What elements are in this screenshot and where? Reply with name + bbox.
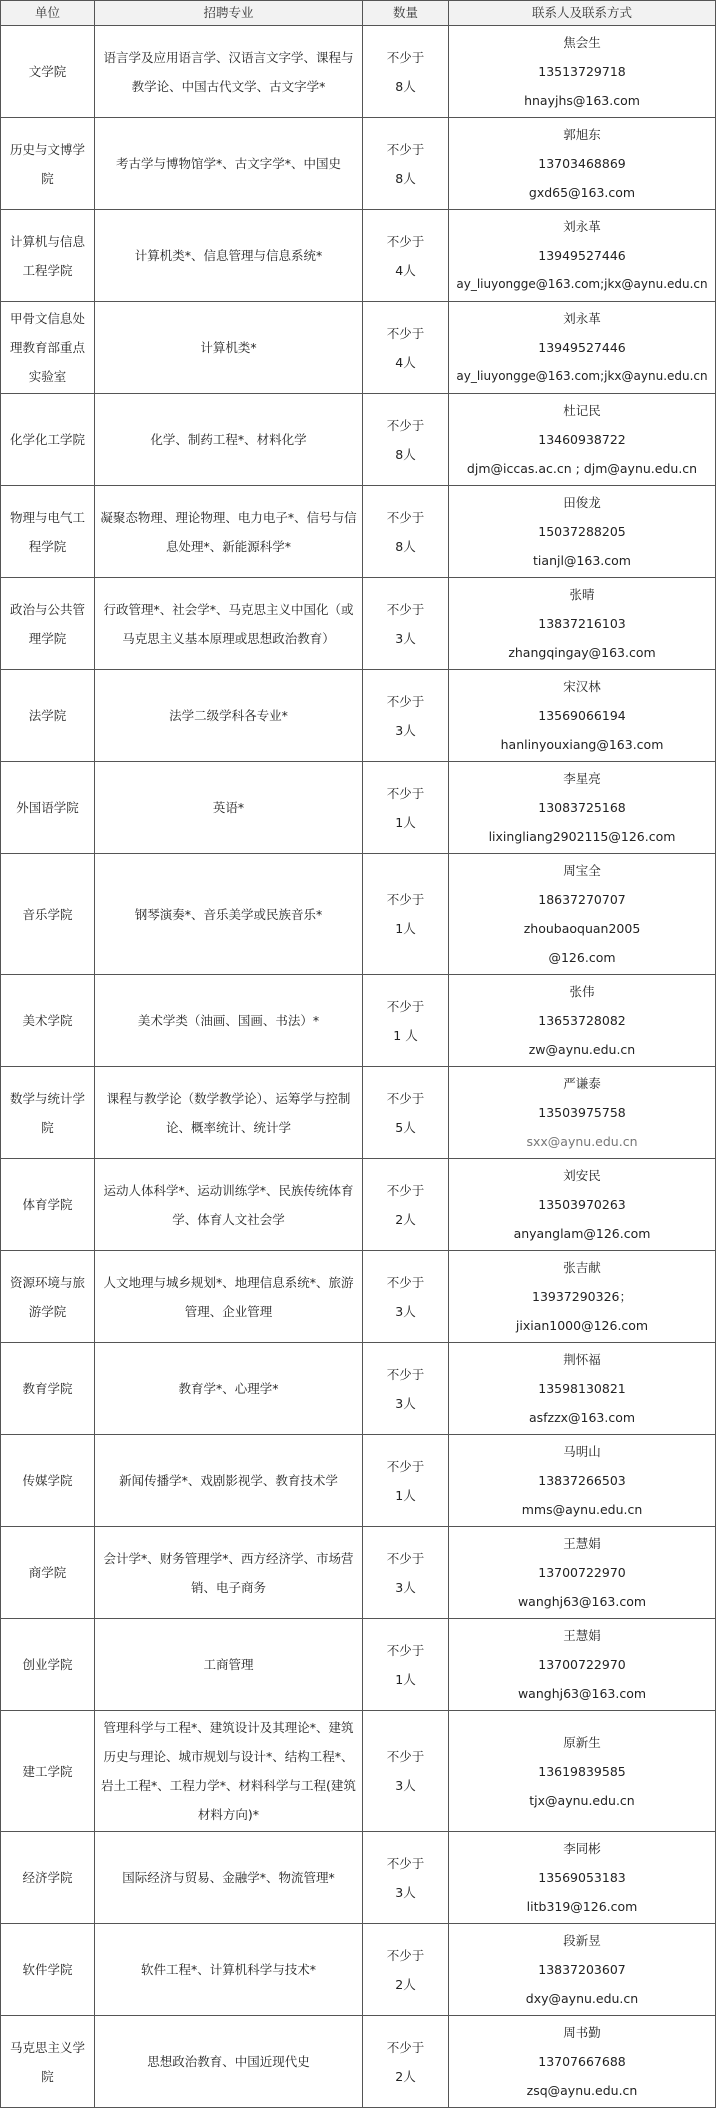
count-cell: 不少于 1人 xyxy=(363,762,449,854)
contact-email: sxx@aynu.edu.cn xyxy=(526,1134,638,1149)
unit-cell: 体育学院 xyxy=(1,1159,95,1251)
major-cell: 英语* xyxy=(95,762,363,854)
contact-email: jixian1000@126.com xyxy=(515,1318,649,1333)
unit-cell: 教育学院 xyxy=(1,1343,95,1435)
major-cell: 国际经济与贸易、金融学*、物流管理* xyxy=(95,1832,363,1924)
major-cell: 课程与教学论（数学教学论）、运筹学与控制论、概率统计、统计学 xyxy=(95,1067,363,1159)
header-unit: 单位 xyxy=(1,1,95,26)
contact-cell xyxy=(449,394,716,486)
table-row xyxy=(1,1251,716,1343)
contact-phone: 13503975758 xyxy=(538,1105,626,1120)
contact-email: wanghj63@163.com xyxy=(517,1686,647,1701)
contact-cell xyxy=(449,118,716,210)
contact-cell xyxy=(449,1343,716,1435)
contact-cell xyxy=(449,1067,716,1159)
unit-cell: 软件学院 xyxy=(1,1924,95,2016)
table-row xyxy=(1,210,716,302)
count-cell: 不少于 5人 xyxy=(363,1067,449,1159)
table-row xyxy=(1,762,716,854)
contact-cell xyxy=(449,1251,716,1343)
contact-email: ay_liuyongge@163.com;jkx@aynu.edu.cn xyxy=(456,369,708,383)
contact-phone: 13569066194 xyxy=(538,708,626,723)
contact-email: tjx@aynu.edu.cn xyxy=(529,1792,635,1808)
count-cell: 不少于 4人 xyxy=(363,210,449,302)
table-row xyxy=(1,1711,716,1832)
contact-person: 王慧娟 xyxy=(563,1628,601,1643)
contact-person: 刘安民 xyxy=(563,1168,601,1183)
contact-email: dxy@aynu.edu.cn xyxy=(525,1991,639,2006)
contact-person: 段新昱 xyxy=(563,1933,601,1948)
contact-person: 周宝全 xyxy=(563,863,601,878)
count-cell: 不少于 3人 xyxy=(363,1343,449,1435)
contact-email: tianjl@163.com xyxy=(533,553,631,568)
contact-phone: 13837266503 xyxy=(538,1473,626,1488)
unit-cell: 化学化工学院 xyxy=(1,394,95,486)
unit-cell: 历史与文博学院 xyxy=(1,118,95,210)
count-cell: 不少于 4人 xyxy=(363,302,449,394)
count-cell: 不少于 1 人 xyxy=(363,975,449,1067)
count-cell: 不少于 3人 xyxy=(363,1711,449,1832)
table-row xyxy=(1,26,716,118)
table-row xyxy=(1,1343,716,1435)
table-row xyxy=(1,1619,716,1711)
count-cell: 不少于 2人 xyxy=(363,1159,449,1251)
count-cell: 不少于 8人 xyxy=(363,394,449,486)
contact-person: 原新生 xyxy=(563,1734,601,1750)
contact-phone: 13083725168 xyxy=(538,800,626,815)
contact-cell xyxy=(449,670,716,762)
count-cell: 不少于 3人 xyxy=(363,1832,449,1924)
contact-person: 张晴 xyxy=(569,587,595,602)
contact-cell xyxy=(449,1435,716,1527)
unit-cell: 创业学院 xyxy=(1,1619,95,1711)
major-cell: 法学二级学科各专业* xyxy=(95,670,363,762)
contact-cell xyxy=(449,1527,716,1619)
contact-cell xyxy=(449,302,716,394)
major-cell: 新闻传播学*、戏剧影视学、教育技术学 xyxy=(95,1435,363,1527)
contact-cell xyxy=(449,1619,716,1711)
major-cell: 计算机类* xyxy=(95,302,363,394)
table-row xyxy=(1,670,716,762)
table-row xyxy=(1,975,716,1067)
contact-cell xyxy=(449,26,716,118)
header-major: 招聘专业 xyxy=(95,1,363,26)
major-cell: 行政管理*、社会学*、马克思主义中国化（或马克思主义基本原理或思想政治教育） xyxy=(95,578,363,670)
unit-cell: 数学与统计学院 xyxy=(1,1067,95,1159)
contact-email: lixingliang2902115@126.com xyxy=(488,829,676,844)
unit-cell: 建工学院 xyxy=(1,1711,95,1832)
unit-cell: 音乐学院 xyxy=(1,854,95,975)
header-row xyxy=(1,1,716,26)
major-cell: 语言学及应用语言学、汉语言文字学、课程与教学论、中国古代文学、古文字学* xyxy=(95,26,363,118)
unit-cell: 文学院 xyxy=(1,26,95,118)
contact-email: zw@aynu.edu.cn xyxy=(528,1042,636,1057)
count-cell: 不少于 1人 xyxy=(363,1435,449,1527)
contact-phone: 13653728082 xyxy=(538,1013,626,1028)
contact-person: 荆怀福 xyxy=(563,1352,601,1367)
unit-cell: 经济学院 xyxy=(1,1832,95,1924)
contact-person: 焦会生 xyxy=(563,35,601,50)
unit-cell: 计算机与信息工程学院 xyxy=(1,210,95,302)
contact-email: litb319@126.com xyxy=(526,1899,638,1914)
table-row xyxy=(1,1067,716,1159)
contact-email: @126.com xyxy=(548,950,616,965)
contact-phone: 18637270707 xyxy=(538,892,626,907)
contact-person: 马明山 xyxy=(563,1444,601,1459)
contact-email: gxd65@163.com xyxy=(528,185,636,200)
contact-person: 李星亮 xyxy=(563,771,601,786)
contact-phone: 13619839585 xyxy=(538,1763,626,1779)
unit-cell: 外国语学院 xyxy=(1,762,95,854)
contact-email: hanlinyouxiang@163.com xyxy=(500,737,664,752)
major-cell: 美术学类（油画、国画、书法）* xyxy=(95,975,363,1067)
count-cell: 不少于 2人 xyxy=(363,2016,449,2108)
contact-email: djm@iccas.ac.cn ; djm@aynu.edu.cn xyxy=(466,461,698,476)
unit-cell: 法学院 xyxy=(1,670,95,762)
contact-cell xyxy=(449,210,716,302)
table-row xyxy=(1,486,716,578)
table-row xyxy=(1,1832,716,1924)
contact-person: 周书勤 xyxy=(563,2025,601,2040)
major-cell: 凝聚态物理、理论物理、电力电子*、信号与信息处理*、新能源科学* xyxy=(95,486,363,578)
major-cell: 会计学*、财务管理学*、西方经济学、市场营销、电子商务 xyxy=(95,1527,363,1619)
unit-cell: 资源环境与旅游学院 xyxy=(1,1251,95,1343)
contact-email: hnayjhs@163.com xyxy=(524,93,640,108)
count-cell: 不少于 3人 xyxy=(363,1251,449,1343)
count-cell: 不少于 8人 xyxy=(363,26,449,118)
table-row xyxy=(1,854,716,975)
contact-person: 李同彬 xyxy=(563,1841,601,1856)
contact-person: 宋汉林 xyxy=(563,679,601,694)
unit-cell: 政治与公共管理学院 xyxy=(1,578,95,670)
major-cell: 考古学与博物馆学*、古文字学*、中国史 xyxy=(95,118,363,210)
contact-email: anyanglam@126.com xyxy=(513,1226,651,1241)
contact-phone: 13837216103 xyxy=(538,616,626,631)
contact-cell xyxy=(449,1159,716,1251)
count-cell: 不少于 2人 xyxy=(363,1924,449,2016)
contact-person: 刘永革 xyxy=(563,219,601,234)
contact-phone: 13569053183 xyxy=(538,1870,626,1885)
contact-person: 张伟 xyxy=(569,984,595,999)
table-row xyxy=(1,1435,716,1527)
contact-phone: 13837203607 xyxy=(538,1962,626,1977)
contact-cell xyxy=(449,762,716,854)
contact-phone: 15037288205 xyxy=(538,524,626,539)
contact-email: asfzzx@163.com xyxy=(528,1410,636,1425)
contact-cell xyxy=(449,1924,716,2016)
contact-phone: 13700722970 xyxy=(538,1565,626,1580)
contact-person: 张吉献 xyxy=(563,1260,601,1275)
table-row xyxy=(1,1924,716,2016)
contact-cell xyxy=(449,1711,716,1832)
contact-cell xyxy=(449,2016,716,2108)
major-cell: 运动人体科学*、运动训练学*、民族传统体育学、体育人文社会学 xyxy=(95,1159,363,1251)
major-cell: 钢琴演奏*、音乐美学或民族音乐* xyxy=(95,854,363,975)
contact-info: zhoubaoquan2005 xyxy=(523,921,641,936)
contact-cell xyxy=(449,578,716,670)
major-cell: 计算机类*、信息管理与信息系统* xyxy=(95,210,363,302)
contact-email: zsq@aynu.edu.cn xyxy=(526,2083,638,2098)
major-cell: 工商管理 xyxy=(95,1619,363,1711)
unit-cell: 商学院 xyxy=(1,1527,95,1619)
contact-person: 严谦泰 xyxy=(563,1076,601,1091)
major-cell: 人文地理与城乡规划*、地理信息系统*、旅游管理、企业管理 xyxy=(95,1251,363,1343)
table-row xyxy=(1,394,716,486)
contact-person: 田俊龙 xyxy=(563,495,601,510)
contact-person: 郭旭东 xyxy=(563,127,601,142)
contact-phone: 13937290326； xyxy=(532,1289,632,1304)
table-row xyxy=(1,118,716,210)
contact-cell xyxy=(449,1832,716,1924)
count-cell: 不少于 3人 xyxy=(363,578,449,670)
contact-cell xyxy=(449,486,716,578)
unit-cell: 甲骨文信息处理教育部重点实验室 xyxy=(1,302,95,394)
contact-phone: 13949527446 xyxy=(538,340,626,355)
contact-person: 刘永革 xyxy=(563,311,601,326)
contact-cell xyxy=(449,854,716,975)
header-contact: 联系人及联系方式 xyxy=(449,1,716,26)
table-header xyxy=(1,1,716,26)
contact-cell xyxy=(449,975,716,1067)
unit-cell: 物理与电气工程学院 xyxy=(1,486,95,578)
contact-phone: 13460938722 xyxy=(538,432,626,447)
contact-phone: 13949527446 xyxy=(538,248,626,263)
count-cell: 不少于 1人 xyxy=(363,1619,449,1711)
count-cell: 不少于 8人 xyxy=(363,486,449,578)
unit-cell: 传媒学院 xyxy=(1,1435,95,1527)
table-row xyxy=(1,2016,716,2108)
header-count: 数量 xyxy=(363,1,449,26)
count-cell: 不少于 8人 xyxy=(363,118,449,210)
table-row xyxy=(1,1159,716,1251)
contact-phone: 13707667688 xyxy=(538,2054,626,2069)
table-row xyxy=(1,302,716,394)
table-row xyxy=(1,578,716,670)
contact-phone: 13513729718 xyxy=(538,64,626,79)
contact-person: 杜记民 xyxy=(563,403,601,418)
count-cell: 不少于 3人 xyxy=(363,670,449,762)
major-cell: 教育学*、心理学* xyxy=(95,1343,363,1435)
major-cell: 管理科学与工程*、建筑设计及其理论*、建筑历史与理论、城市规划与设计*、结构工程*、岩土工程*、工程力学*、材料科学与工程(建筑材料方向)* xyxy=(95,1711,363,1832)
contact-phone: 13598130821 xyxy=(538,1381,626,1396)
contact-email: ay_liuyongge@163.com;jkx@aynu.edu.cn xyxy=(456,277,708,291)
contact-person: 王慧娟 xyxy=(563,1536,601,1551)
count-cell: 不少于 1人 xyxy=(363,854,449,975)
major-cell: 思想政治教育、中国近现代史 xyxy=(95,2016,363,2108)
contact-email: zhangqingay@163.com xyxy=(508,645,656,660)
table-body xyxy=(1,26,716,2108)
contact-phone: 13700722970 xyxy=(538,1657,626,1672)
table-row xyxy=(1,1527,716,1619)
unit-cell: 马克思主义学院 xyxy=(1,2016,95,2108)
major-cell: 化学、制药工程*、材料化学 xyxy=(95,394,363,486)
contact-phone: 13703468869 xyxy=(538,156,626,171)
contact-email: mms@aynu.edu.cn xyxy=(521,1502,643,1517)
contact-phone: 13503970263 xyxy=(538,1197,626,1212)
major-cell: 软件工程*、计算机科学与技术* xyxy=(95,1924,363,2016)
unit-cell: 美术学院 xyxy=(1,975,95,1067)
count-cell: 不少于 3人 xyxy=(363,1527,449,1619)
contact-email: wanghj63@163.com xyxy=(517,1594,647,1609)
